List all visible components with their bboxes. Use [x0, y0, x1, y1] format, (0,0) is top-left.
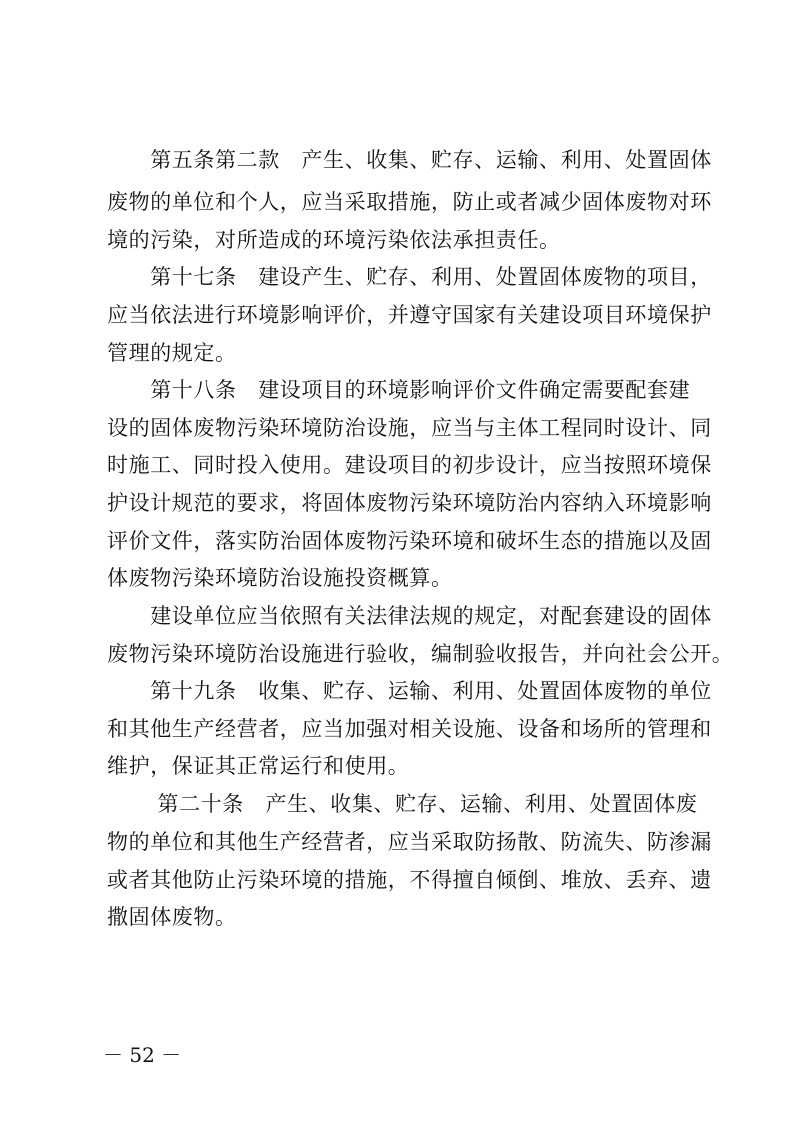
text-line: 物的单位和其他生产经营者，应当采取防扬散、防流失、防渗漏	[107, 830, 712, 854]
text-line: 第二十条 产生、收集、贮存、运输、利用、处置固体废	[107, 792, 698, 816]
text-line: 管理的规定。	[107, 341, 237, 365]
text-line: 维护，保证其正常运行和使用。	[107, 754, 410, 778]
text-line: 时施工、同时投入使用。建设项目的初步设计，应当按照环境保	[107, 453, 712, 477]
text-line: 和其他生产经营者，应当加强对相关设施、设备和场所的管理和	[107, 717, 712, 741]
text-line: 应当依法进行环境影响评价，并遵守国家有关建设项目环境保护	[107, 303, 712, 327]
text-line: 建设单位应当依照有关法律法规的规定，对配套建设的固体	[107, 604, 712, 628]
text-line: 第五条第二款 产生、收集、贮存、运输、利用、处置固体	[107, 148, 712, 172]
text-line: 护设计规范的要求，将固体废物污染环境防治内容纳入环境影响	[107, 491, 712, 515]
text-line: 评价文件，落实防治固体废物污染环境和破坏生态的措施以及固	[107, 529, 712, 553]
text-line: 废物污染环境防治设施进行验收，编制验收报告，并向社会公开。	[107, 642, 734, 666]
text-line: 废物的单位和个人，应当采取措施，防止或者减少固体废物对环	[107, 190, 712, 214]
page-number: － 52 －	[103, 1043, 182, 1067]
text-line: 境的污染，对所造成的环境污染依法承担责任。	[107, 228, 561, 252]
text-line: 或者其他防止污染环境的措施，不得擅自倾倒、堆放、丢弃、遗	[107, 868, 712, 892]
text-line: 第十九条 收集、贮存、运输、利用、处置固体废物的单位	[107, 679, 712, 703]
text-line: 第十七条 建设产生、贮存、利用、处置固体废物的项目，	[107, 265, 712, 289]
text-line: 第十八条 建设项目的环境影响评价文件确定需要配套建	[107, 378, 691, 402]
text-line: 撒固体废物。	[107, 905, 237, 929]
text-line: 体废物污染环境防治设施投资概算。	[107, 566, 453, 590]
text-line: 设的固体废物污染环境防治设施，应当与主体工程同时设计、同	[107, 416, 712, 440]
